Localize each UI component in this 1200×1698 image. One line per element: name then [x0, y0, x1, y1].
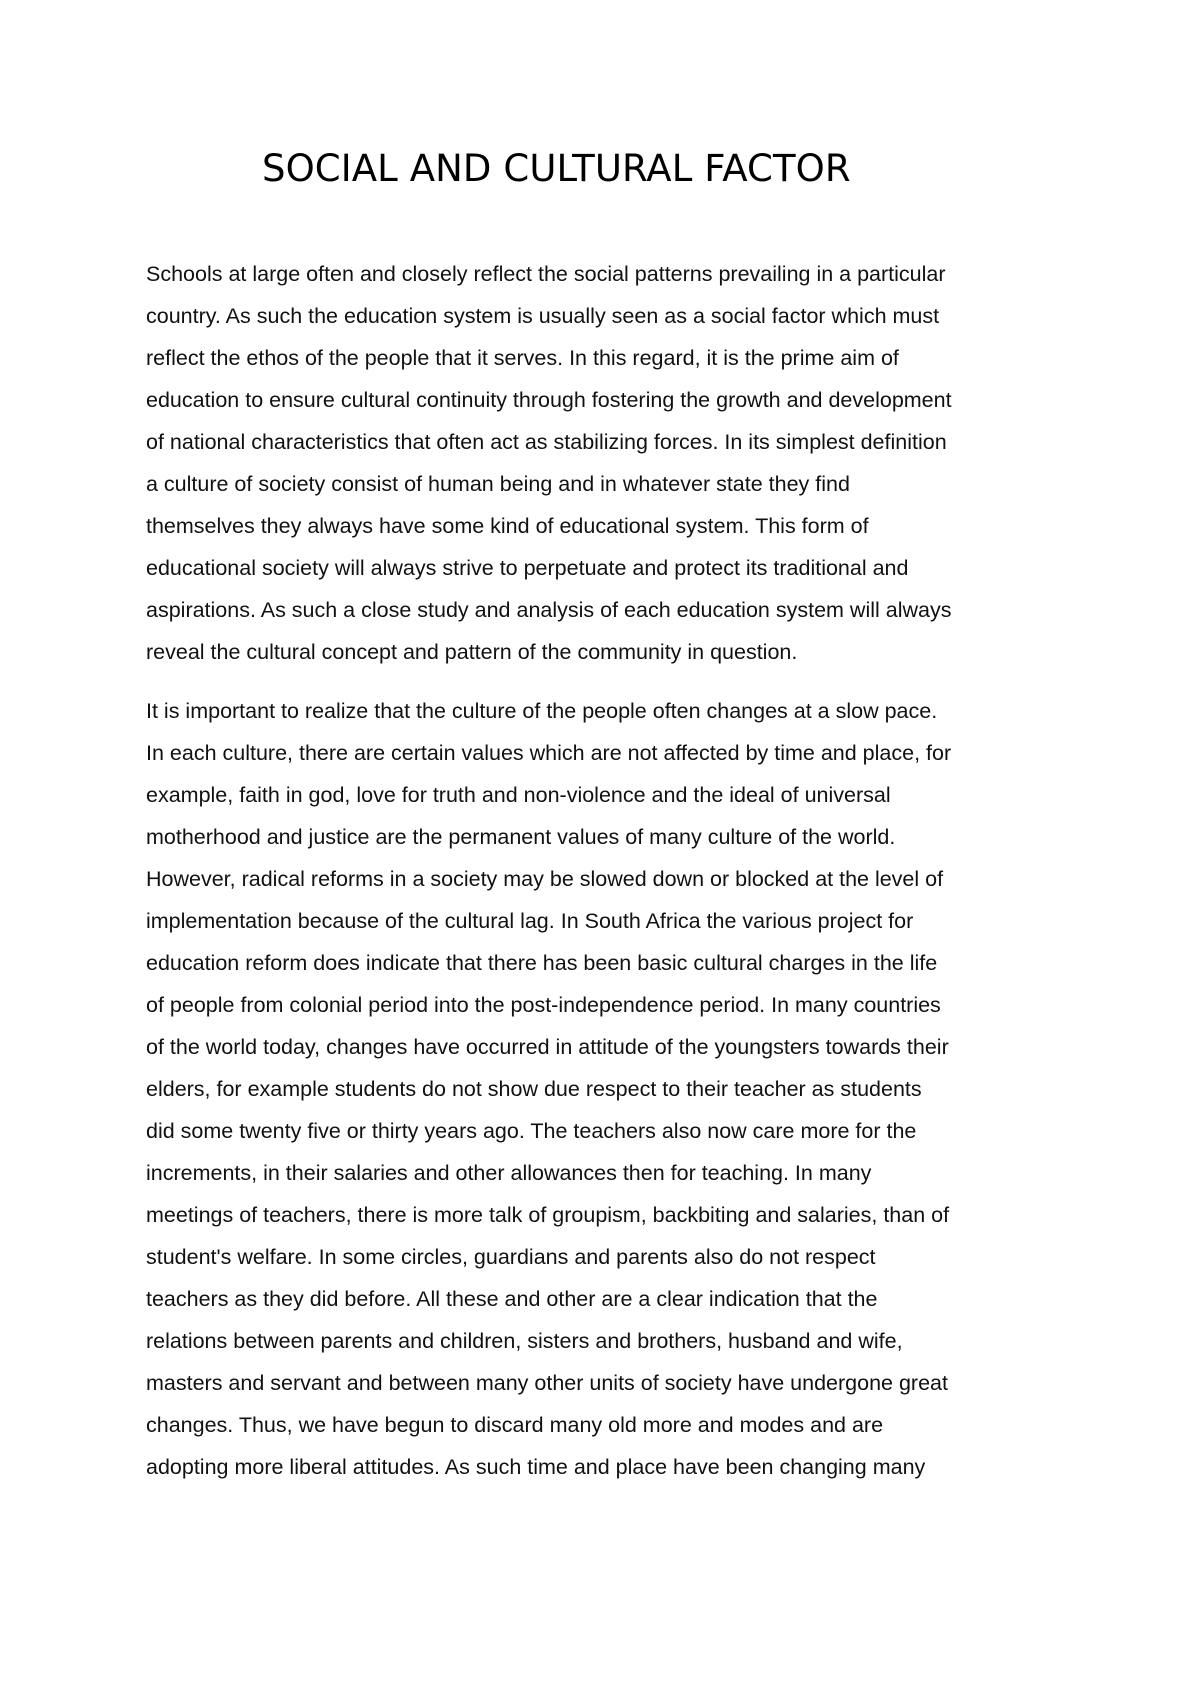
text-line: implementation because of the cultural lag. In South Africa the various project for: [146, 909, 914, 933]
text-line: changes. Thus, we have begun to discard many old more and modes and are: [146, 1413, 884, 1437]
text-line: meetings of teachers, there is more talk of groupism, backbiting and salaries, than of: [146, 1203, 950, 1227]
text-line: example, faith in god, love for truth and non-violence and the ideal of universal: [146, 783, 891, 807]
text-line: reveal the cultural concept and pattern of the community in question.: [146, 640, 798, 664]
text-line: relations between parents and children, sisters and brothers, husband and wife,: [146, 1329, 903, 1353]
text-line: education to ensure cultural continuity through fostering the growth and development: [146, 388, 952, 412]
text-line: themselves they always have some kind of educational system. This form of: [146, 514, 869, 538]
text-line: However, radical reforms in a society may be slowed down or blocked at the level of: [146, 867, 944, 891]
text-line: It is important to realize that the culture of the people often changes at a slow pace.: [146, 699, 938, 723]
paragraph-1: [146, 253, 1076, 673]
text-line: country. As such the education system is usually seen as a social factor which must: [146, 304, 940, 328]
text-line: a culture of society consist of human being and in whatever state they find: [146, 472, 850, 496]
text-line: educational society will always strive to perpetuate and protect its traditional and: [146, 556, 909, 580]
paragraph-2: [146, 690, 1076, 1488]
text-line: aspirations. As such a close study and analysis of each education system will always: [146, 598, 952, 622]
text-line: In each culture, there are certain values which are not affected by time and place, for: [146, 741, 952, 765]
text-line: did some twenty five or thirty years ago. The teachers also now care more for the: [146, 1119, 917, 1143]
text-line: motherhood and justice are the permanent values of many culture of the world.: [146, 825, 896, 849]
text-line: masters and servant and between many other units of society have undergone great: [146, 1371, 948, 1395]
text-line: elders, for example students do not show due respect to their teacher as students: [146, 1077, 922, 1101]
text-line: adopting more liberal attitudes. As such time and place have been changing many: [146, 1455, 926, 1479]
text-line: of national characteristics that often act as stabilizing forces. In its simplest definition: [146, 430, 947, 454]
text-line: student's welfare. In some circles, guardians and parents also do not respect: [146, 1245, 876, 1269]
text-line: Schools at large often and closely reflect the social patterns prevailing in a particular: [146, 262, 946, 286]
text-line: increments, in their salaries and other allowances then for teaching. In many: [146, 1161, 872, 1185]
text-line: education reform does indicate that there has been basic cultural charges in the life: [146, 951, 938, 975]
text-line: teachers as they did before. All these and other are a clear indication that the: [146, 1287, 878, 1311]
text-line: reflect the ethos of the people that it serves. In this regard, it is the prime aim of: [146, 346, 899, 370]
document-title: SOCIAL AND CULTURAL FACTOR: [262, 147, 851, 190]
text-line: of people from colonial period into the post-independence period. In many countries: [146, 993, 941, 1017]
text-line: of the world today, changes have occurred in attitude of the youngsters towards their: [146, 1035, 949, 1059]
